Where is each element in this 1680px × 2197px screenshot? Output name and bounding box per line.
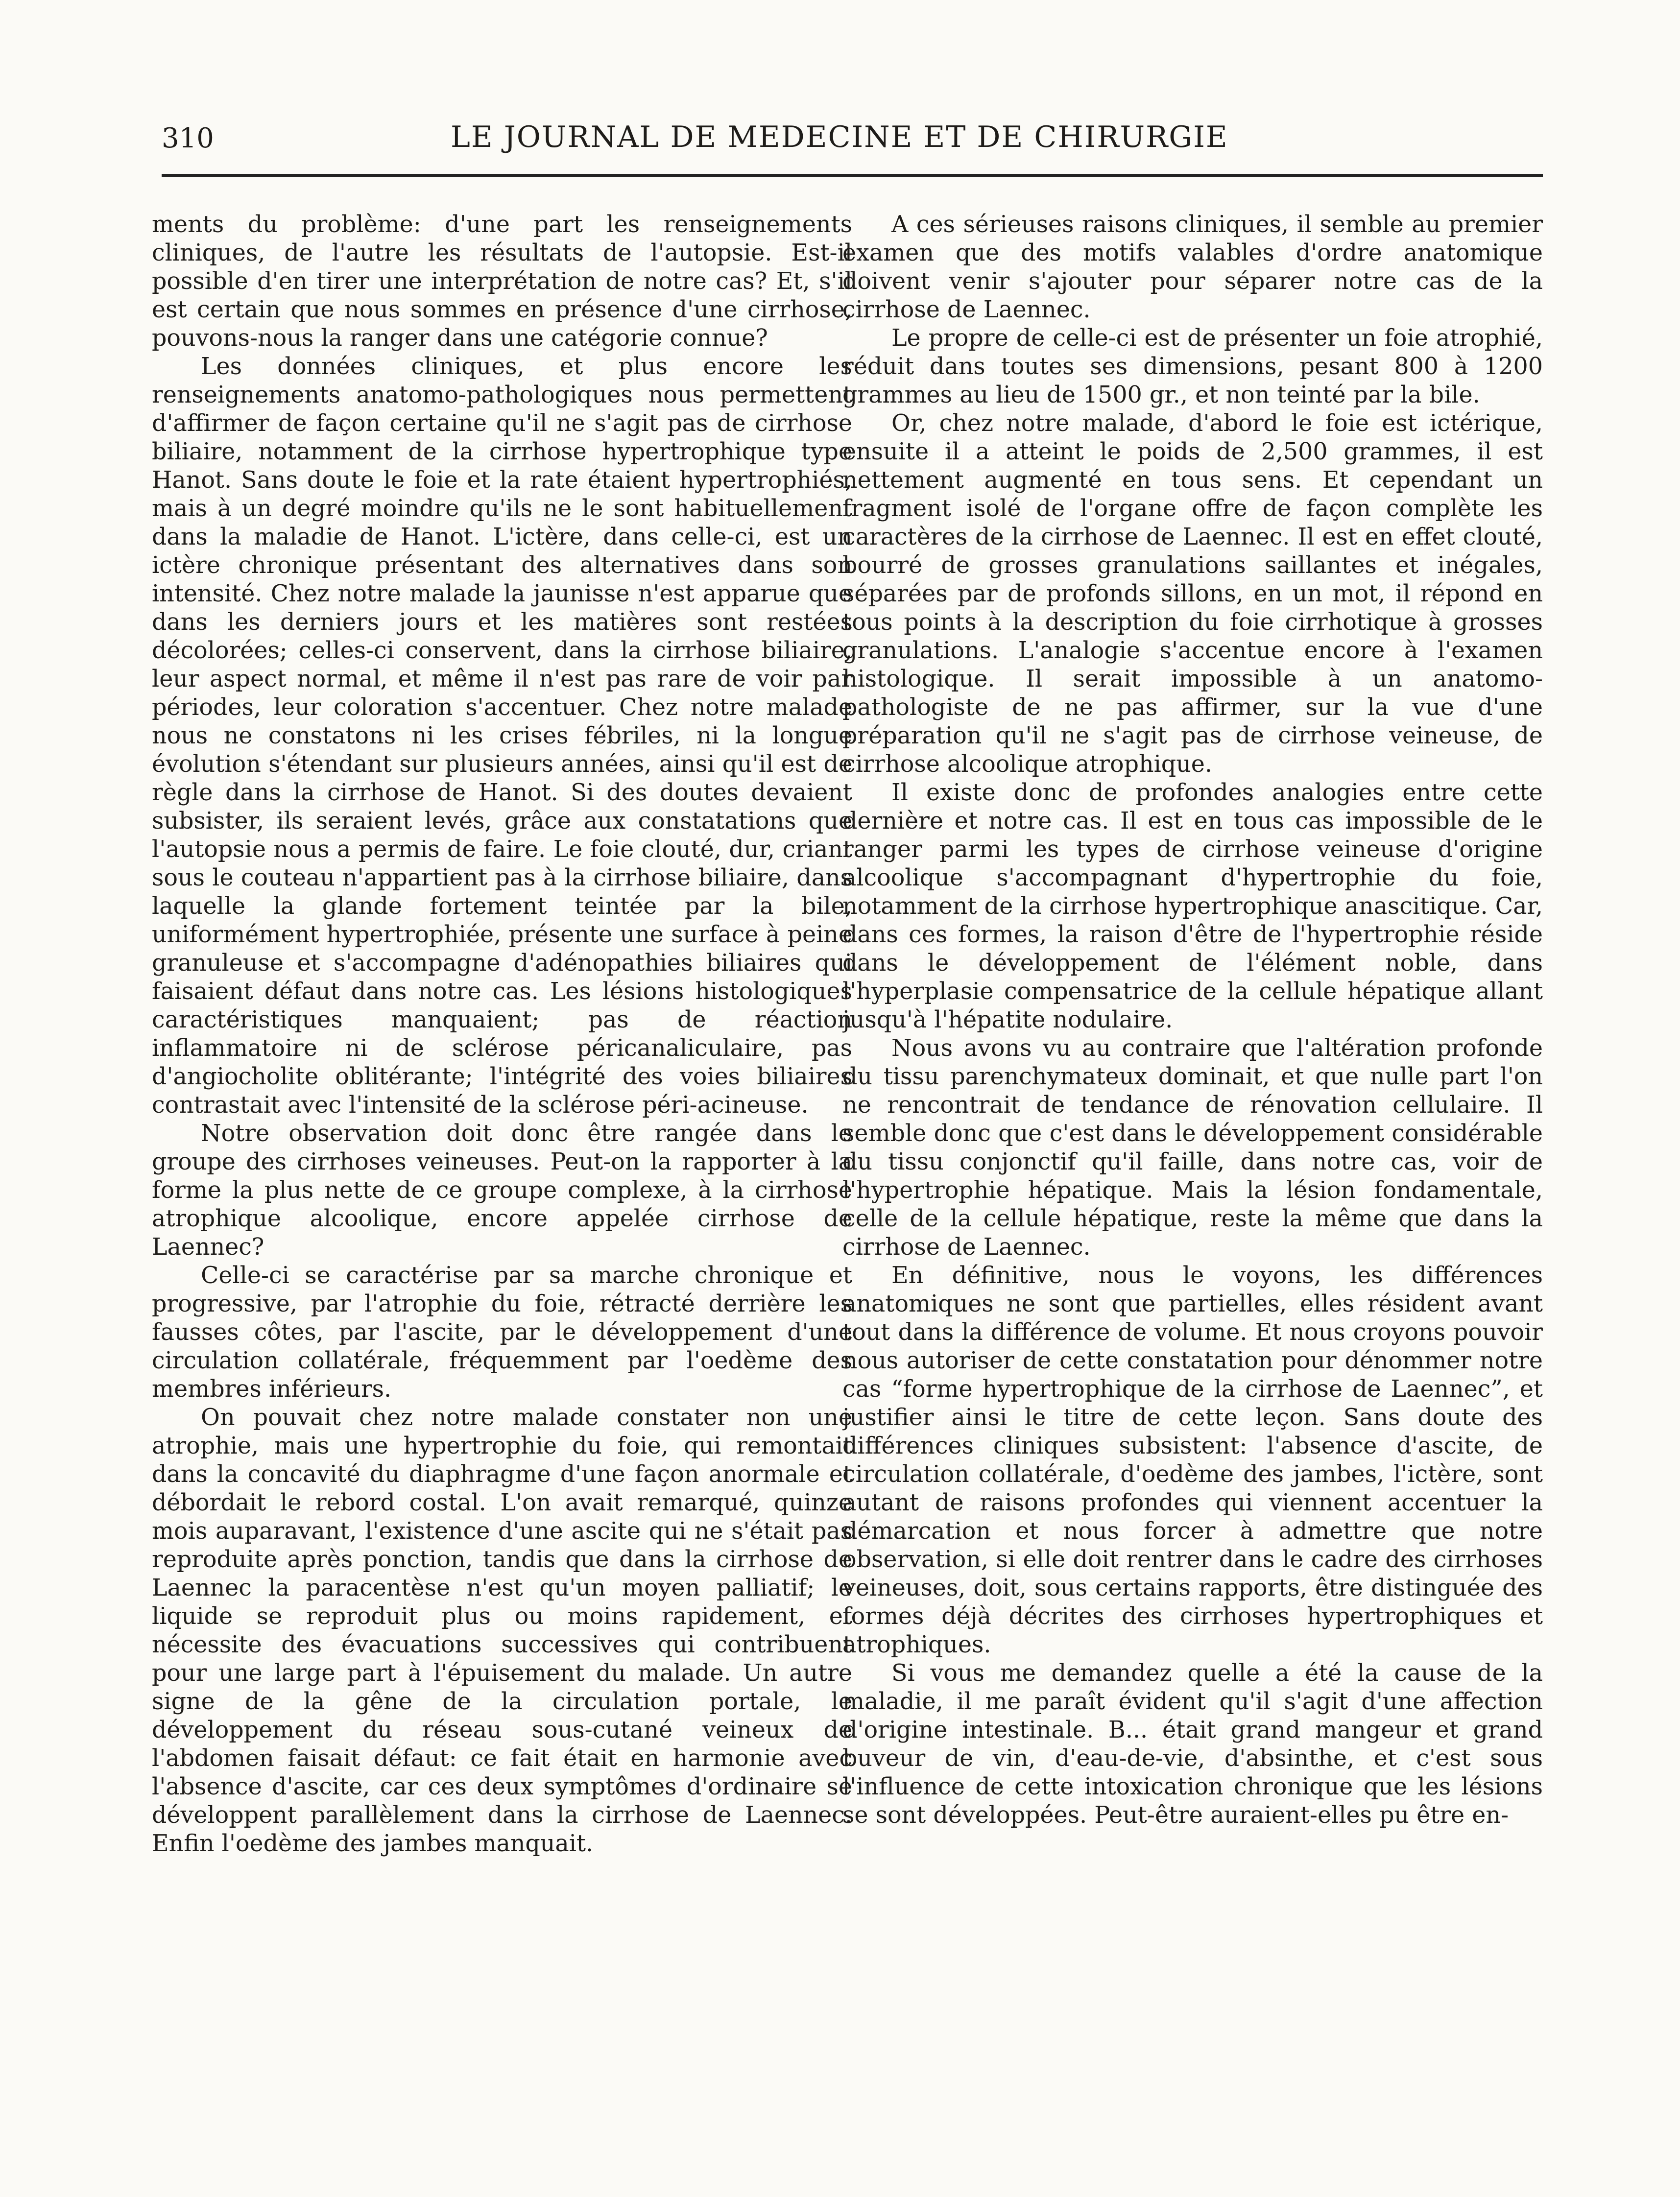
running-title: LE JOURNAL DE MEDECINE ET DE CHIRURGIE [451,120,1228,154]
paragraph: En définitive, nous le voyons, les différences anatomiques ne sont que partielles, elles résident avant tout dans la différence de volume. Et nous croyons pouvoir nous autoriser de cette constatation pour dénommer notre cas “forme hypertrophique de la cirrhose de Laennec”, et justifier ainsi le titre de cette leçon. Sans doute des différences cliniques subsistent: l'absence d'ascite, de circulation collatérale, d'oedème des jambes, l'ictère, sont autant de raisons profondes qui viennent accentuer la démarcation et nous forcer à admettre que notre observation, si elle doit rentrer dans le cadre des cirrhoses veineuses, doit, sous certains rapports, être distinguée des formes déjà décrites des cirrhoses hypertrophiques et atrophiques. [842,1262,1543,1658]
paragraph: On pouvait chez notre malade constater non une atrophie, mais une hypertrophie du foie, qui remontait dans la concavité du diaphragme d'une façon anormale et débordait le rebord costal. L'on avait remarqué, quinze mois auparavant, l'existence d'une ascite qui ne s'était pas reproduite après ponction, tandis que dans la cirrhose de Laennec la paracentèse n'est qu'un moyen palliatif; le liquide se reproduit plus ou moins rapidement, et nécessite des évacuations successives qui contribuent pour une large part à l'épuisement du malade. Un autre signe de la gêne de la circulation portale, le développement du réseau sous-cutané veineux de l'abdomen faisait défaut: ce fait était en harmonie avec l'absence d'ascite, car ces deux symptômes d'ordinaire se développent parallèlement dans la cirrhose de Laennec. Enfin l'oedème des jambes manquait. [152,1404,852,1857]
right-column [842,211,1543,2121]
paragraph: Si vous me demandez quelle a été la cause de la maladie, il me paraît évident qu'il s'agit d'une affection d'origine intestinale. B... était grand mangeur et grand buveur de vin, d'eau-de-vie, d'absinthe, et c'est sous l'influence de cette intoxication chronique que les lésions se sont développées. Peut-être auraient-elles pu être en- [842,1660,1543,1829]
page-header [162,120,1523,164]
paragraph: Les données cliniques, et plus encore les renseignements anatomo-pathologiques nous permettent d'affirmer de façon certaine qu'il ne s'agit pas de cirrhose biliaire, notamment de la cirrhose hypertrophique type Hanot. Sans doute le foie et la rate étaient hypertrophiés, mais à un degré moindre qu'ils ne le sont habituellement dans la maladie de Hanot. L'ictère, dans celle-ci, est un ictère chronique présentant des alternatives dans son intensité. Chez notre malade la jaunisse n'est apparue que dans les derniers jours et les matières sont restées décolorées; celles-ci conservent, dans la cirrhose biliaire, leur aspect normal, et même il n'est pas rare de voir par périodes, leur coloration s'accentuer. Chez notre malade nous ne constatons ni les crises fébriles, ni la longue évolution s'étendant sur plusieurs années, ainsi qu'il est de règle dans la cirrhose de Hanot. Si des doutes devaient subsister, ils seraient levés, grâce aux constatations que l'autopsie nous a permis de faire. Le foie clouté, dur, criant sous le couteau n'appartient pas à la cirrhose biliaire, dans laquelle la glande fortement teintée par la bile, uniformément hypertrophiée, présente une surface à peine granuleuse et s'accompagne d'adénopathies biliaires qui faisaient défaut dans notre cas. Les lésions histologiques caractéristiques manquaient; pas de réaction inflammatoire ni de sclérose péricanaliculaire, pas d'angiocholite oblitérante; l'intégrité des voies biliaires contrastait avec l'intensité de la sclérose péri-acineuse. [152,353,852,1119]
page-number: 310 [162,122,214,154]
left-column [152,211,852,2121]
paragraph: ments du problème: d'une part les renseignements cliniques, de l'autre les résultats de l'autopsie. Est-il possible d'en tirer une interprétation de notre cas? Et, s'il est certain que nous sommes en présence d'une cirrhose, pouvons-nous la ranger dans une catégorie connue? [152,211,852,352]
paragraph: Notre observation doit donc être rangée dans le groupe des cirrhoses veineuses. Peut-on la rapporter à la forme la plus nette de ce groupe complexe, à la cirrhose atrophique alcoolique, encore appelée cirrhose de Laennec? [152,1120,852,1261]
paragraph: Celle-ci se caractérise par sa marche chronique et progressive, par l'atrophie du foie, rétracté derrière les fausses côtes, par l'ascite, par le développement d'une circulation collatérale, fréquemment par l'oedème des membres inférieurs. [152,1262,852,1403]
paragraph: Il existe donc de profondes analogies entre cette dernière et notre cas. Il est en tous cas impossible de le ranger parmi les types de cirrhose veineuse d'origine alcoolique s'accompagnant d'hypertrophie du foie, notamment de la cirrhose hypertrophique anascitique. Car, dans ces formes, la raison d'être de l'hypertrophie réside dans le développement de l'élément noble, dans l'hyperplasie compensatrice de la cellule hépatique allant jusqu'à l'hépatite nodulaire. [842,779,1543,1033]
header-rule [162,174,1543,177]
paragraph: Nous avons vu au contraire que l'altération profonde du tissu parenchymateux dominait, et que nulle part l'on ne rencontrait de tendance de rénovation cellulaire. Il semble donc que c'est dans le développement considérable du tissu conjonctif qu'il faille, dans notre cas, voir de l'hypertrophie hépatique. Mais la lésion fondamentale, celle de la cellule hépatique, reste la même que dans la cirrhose de Laennec. [842,1035,1543,1261]
paragraph: A ces sérieuses raisons cliniques, il semble au premier examen que des motifs valables d'ordre anatomique doivent venir s'ajouter pour séparer notre cas de la cirrhose de Laennec. [842,211,1543,323]
paragraph: Or, chez notre malade, d'abord le foie est ictérique, ensuite il a atteint le poids de 2,500 grammes, il est nettement augmenté en tous sens. Et cependant un fragment isolé de l'organe offre de façon complète les caractères de la cirrhose de Laennec. Il est en effet clouté, bourré de grosses granulations saillantes et inégales, séparées par de profonds sillons, en un mot, il répond en tous points à la description du foie cirrhotique à grosses granulations. L'analogie s'accentue encore à l'examen histologique. Il serait impossible à un anatomo-pathologiste de ne pas affirmer, sur la vue d'une préparation qu'il ne s'agit pas de cirrhose veineuse, de cirrhose alcoolique atrophique. [842,410,1543,778]
paragraph: Le propre de celle-ci est de présenter un foie atrophié, réduit dans toutes ses dimensions, pesant 800 à 1200 grammes au lieu de 1500 gr., et non teinté par la bile. [842,325,1543,408]
